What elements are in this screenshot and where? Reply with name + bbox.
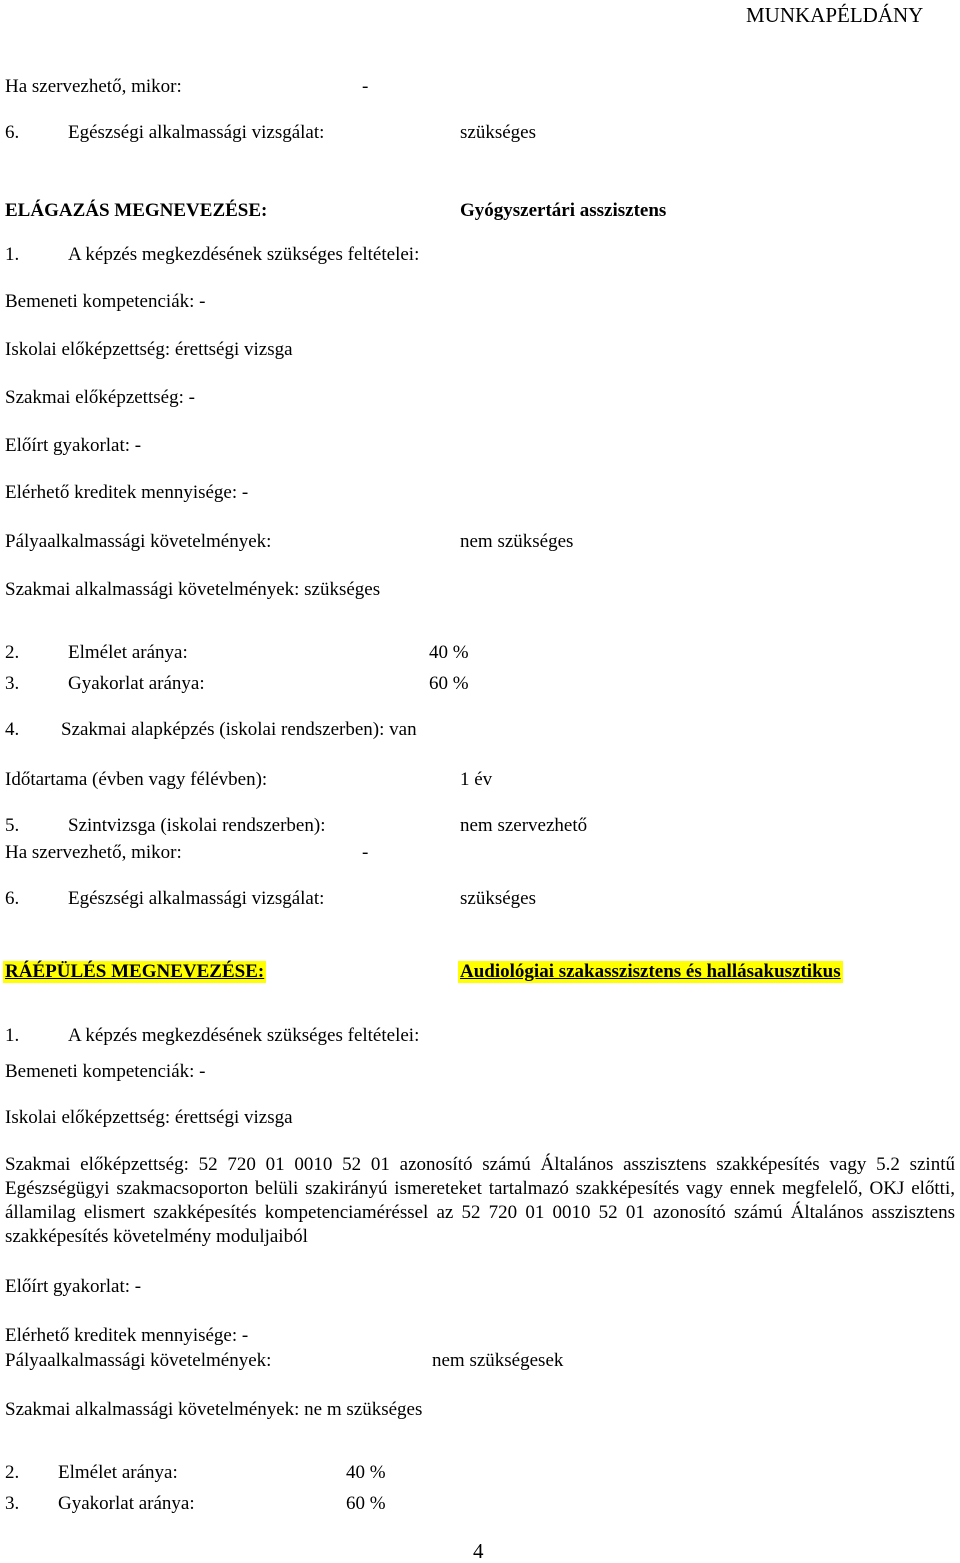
branch-palya-label: Pályaalkalmassági követelmények: xyxy=(5,531,272,552)
branch-szakmai-alkalmassag: Szakmai alkalmassági követelmények: szükséges xyxy=(5,579,381,600)
branch-health-value: szükséges xyxy=(460,888,536,909)
prev-health-label: Egészségi alkalmassági vizsgálat: xyxy=(68,122,325,143)
branch-kreditek: Elérhető kreditek mennyisége: - xyxy=(5,482,249,503)
page-number: 4 xyxy=(473,1539,484,1563)
branch-elmelet-num: 2. xyxy=(5,642,20,663)
branch-szakmai-elokepzettseg: Szakmai előképzettség: - xyxy=(5,387,195,408)
branch-gyakorlat-value: 60 % xyxy=(429,673,469,694)
branch-szintvizsga-label: Szintvizsga (iskolai rendszerben): xyxy=(68,815,326,836)
build-gyakorlat-label: Gyakorlat aránya: xyxy=(58,1493,195,1514)
branch-szintvizsga-value: nem szervezhető xyxy=(460,815,588,836)
branch-health-label: Egészségi alkalmassági vizsgálat: xyxy=(68,888,325,909)
branch-alapkepzes-num: 4. xyxy=(5,719,20,740)
branch-idotartam-value: 1 év xyxy=(460,769,493,790)
branch-idotartam-label: Időtartama (évben vagy félévben): xyxy=(5,769,268,790)
branch-gyakorlat-num: 3. xyxy=(5,673,20,694)
build-kreditek: Elérhető kreditek mennyisége: - xyxy=(5,1325,249,1346)
build-iskolai: Iskolai előképzettség: érettségi vizsga xyxy=(5,1107,293,1128)
branch-palya-value: nem szükséges xyxy=(460,531,574,552)
build-bemeneti: Bemeneti kompetenciák: - xyxy=(5,1061,206,1082)
build-szakmai-alkalmassag: Szakmai alkalmassági követelmények: ne m szükséges xyxy=(5,1399,423,1420)
build-eloirt-gyakorlat: Előírt gyakorlat: - xyxy=(5,1276,142,1297)
branch-bemeneti: Bemeneti kompetenciák: - xyxy=(5,291,206,312)
build-elmelet-label: Elmélet aránya: xyxy=(58,1462,178,1483)
build-req-num: 1. xyxy=(5,1025,20,1046)
branch-iskolai: Iskolai előképzettség: érettségi vizsga xyxy=(5,339,293,360)
branch-mikor-label: Ha szervezhető, mikor: xyxy=(5,842,182,863)
branch-mikor-value: - xyxy=(362,842,369,863)
branch-req-num: 1. xyxy=(5,244,20,265)
branch-szintvizsga-num: 5. xyxy=(5,815,20,836)
build-heading-label: RÁÉPÜLÉS MEGNEVEZÉSE: xyxy=(5,961,265,982)
build-palya-label: Pályaalkalmassági követelmények: xyxy=(5,1350,272,1371)
branch-alapkepzes-label: Szakmai alapképzés (iskolai rendszerben): van xyxy=(61,719,417,740)
build-szakmai-elokepzettseg: Szakmai előképzettség: 52 720 01 0010 52 01 azonosító számú Általános asszisztens szakképesítés vagy 5.2 szintű Egészségügyi szakmacsoporton belüli szakirányú ismereteket tartalmazó szakképesítés vagy ennek megfelelő, OKJ előtti, államilag elismert szakképesítés kompetenciaméréssel az 52 720 01 0010 52 01 azonosító számú Általános asszisztens szakképesítés követelmény moduljaiból xyxy=(5,1154,955,1247)
prev-health-num: 6. xyxy=(5,122,20,143)
branch-req-label: A képzés megkezdésének szükséges feltételei: xyxy=(68,244,420,265)
branch-gyakorlat-label: Gyakorlat aránya: xyxy=(68,673,205,694)
branch-heading-value: Gyógyszertári asszisztens xyxy=(460,200,667,221)
prev-mikor-label: Ha szervezhető, mikor: xyxy=(5,76,182,97)
build-req-label: A képzés megkezdésének szükséges feltételei: xyxy=(68,1025,420,1046)
prev-health-value: szükséges xyxy=(460,122,536,143)
branch-health-num: 6. xyxy=(5,888,20,909)
build-heading-value: Audiológiai szakasszisztens és hallásakusztikus xyxy=(460,961,841,982)
build-elmelet-num: 2. xyxy=(5,1462,20,1483)
branch-elmelet-label: Elmélet aránya: xyxy=(68,642,188,663)
branch-elmelet-value: 40 % xyxy=(429,642,469,663)
branch-eloirt-gyakorlat: Előírt gyakorlat: - xyxy=(5,435,142,456)
document-stamp: MUNKAPÉLDÁNY xyxy=(746,3,924,27)
build-elmelet-value: 40 % xyxy=(346,1462,386,1483)
build-palya-value: nem szükségesek xyxy=(432,1350,564,1371)
prev-mikor-value: - xyxy=(362,76,369,97)
build-gyakorlat-num: 3. xyxy=(5,1493,20,1514)
branch-heading-label: ELÁGAZÁS MEGNEVEZÉSE: xyxy=(5,200,268,221)
build-gyakorlat-value: 60 % xyxy=(346,1493,386,1514)
